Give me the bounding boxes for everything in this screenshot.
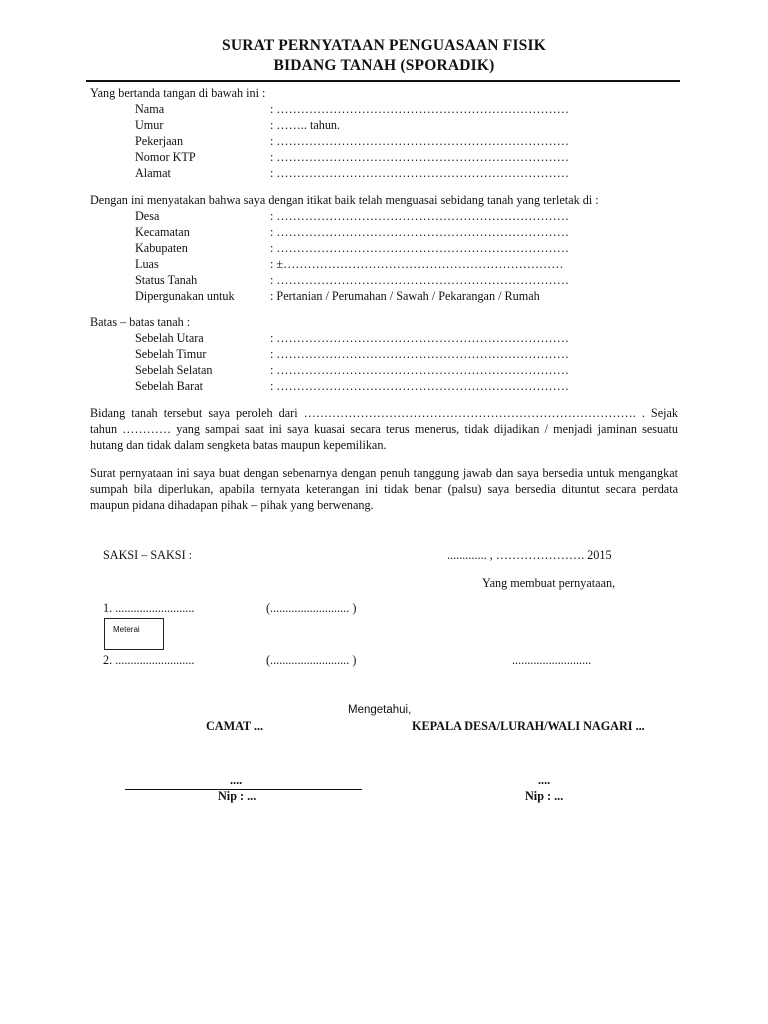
field-value-dipergunakan: : Pertanian / Perumahan / Sawah / Pekarangan / Rumah	[270, 289, 540, 303]
field-label-status-tanah: Status Tanah	[135, 273, 198, 287]
acquired-paragraph: Bidang tanah tersebut saya peroleh dari ………………………………………………………………………. . Sejak tahun ………… yang sampai saat ini saya kuasai secara terus menerus, tidak dijadikan / menjadi jaminan sesuatu hutang dan tidak dalam sengketa batas maupun kepemilikan.	[90, 406, 678, 452]
field-label-barat: Sebelah Barat	[135, 379, 204, 393]
maker-signature: ..........................	[512, 653, 592, 667]
field-value-selatan: : ………………………………………………………………	[270, 363, 569, 377]
intro-text: Yang bertanda tangan di bawah ini :	[90, 86, 266, 100]
borders-intro: Batas – batas tanah :	[90, 315, 191, 329]
witness2-sign: (.......................... )	[266, 653, 357, 667]
field-label-pekerjaan: Pekerjaan	[135, 134, 184, 148]
field-label-alamat: Alamat	[135, 166, 171, 180]
title-divider	[86, 80, 680, 82]
document-title-line2: BIDANG TANAH (SPORADIK)	[273, 57, 495, 74]
acknowledged-label: Mengetahui,	[348, 704, 412, 716]
witness1-sign: (.......................... )	[266, 601, 357, 615]
field-value-pekerjaan: : ………………………………………………………………	[270, 134, 569, 148]
field-value-alamat: : ………………………………………………………………	[270, 166, 569, 180]
camat-name: ....	[230, 773, 243, 787]
kepala-desa-nip: Nip : ...	[525, 789, 564, 803]
statement-intro: Dengan ini menyatakan bahwa saya dengan itikat baik telah menguasai sebidang tanah yang terletak di :	[90, 193, 599, 207]
witnesses-label: SAKSI – SAKSI :	[103, 548, 193, 562]
place-date: ............. , …………………. 2015	[447, 548, 612, 562]
field-value-nama: : ………………………………………………………………	[270, 102, 569, 116]
field-label-selatan: Sebelah Selatan	[135, 363, 213, 377]
meterai-label: Meterai	[113, 625, 140, 634]
field-value-nomor-ktp: : ………………………………………………………………	[270, 150, 569, 164]
field-label-dipergunakan: Dipergunakan untuk	[135, 289, 235, 303]
field-value-status-tanah: : ………………………………………………………………	[270, 273, 569, 287]
kepala-desa-label: KEPALA DESA/LURAH/WALI NAGARI ...	[412, 719, 645, 733]
document-title-line1: SURAT PERNYATAAN PENGUASAAN FISIK	[222, 37, 546, 54]
camat-nip: Nip : ...	[218, 789, 257, 803]
camat-label: CAMAT ...	[206, 719, 264, 733]
meterai-stamp-box	[104, 618, 164, 650]
kepala-desa-name: ....	[538, 773, 551, 787]
witness1-name: 1. ..........................	[103, 601, 195, 615]
field-label-timur: Sebelah Timur	[135, 347, 207, 361]
field-label-umur: Umur	[135, 118, 164, 132]
field-value-kabupaten: : ………………………………………………………………	[270, 241, 569, 255]
maker-label: Yang membuat pernyataan,	[482, 576, 616, 590]
field-label-kecamatan: Kecamatan	[135, 225, 190, 239]
field-value-barat: : ………………………………………………………………	[270, 379, 569, 393]
field-value-utara: : ………………………………………………………………	[270, 331, 569, 345]
field-label-luas: Luas	[135, 257, 159, 271]
field-label-kabupaten: Kabupaten	[135, 241, 188, 255]
field-value-desa: : ………………………………………………………………	[270, 209, 569, 223]
field-value-umur: : …….. tahun.	[270, 118, 341, 132]
field-label-desa: Desa	[135, 209, 160, 223]
field-label-nama: Nama	[135, 102, 165, 116]
field-value-kecamatan: : ………………………………………………………………	[270, 225, 569, 239]
field-label-nomor-ktp: Nomor KTP	[135, 150, 196, 164]
oath-paragraph: Surat pernyataan ini saya buat dengan sebenarnya dengan penuh tanggung jawab dan saya bersedia untuk mengangkat sumpah bila diperlukan, apabila ternyata keterangan ini tidak benar (palsu) saya bersedia dituntut secara perdata maupun pidana dihadapan pihak – pihak yang berwenang.	[90, 466, 678, 512]
field-value-luas: : ±……………………………………………………………	[270, 257, 564, 271]
witness2-name: 2. ..........................	[103, 653, 195, 667]
field-label-utara: Sebelah Utara	[135, 331, 204, 345]
field-value-timur: : ………………………………………………………………	[270, 347, 569, 361]
